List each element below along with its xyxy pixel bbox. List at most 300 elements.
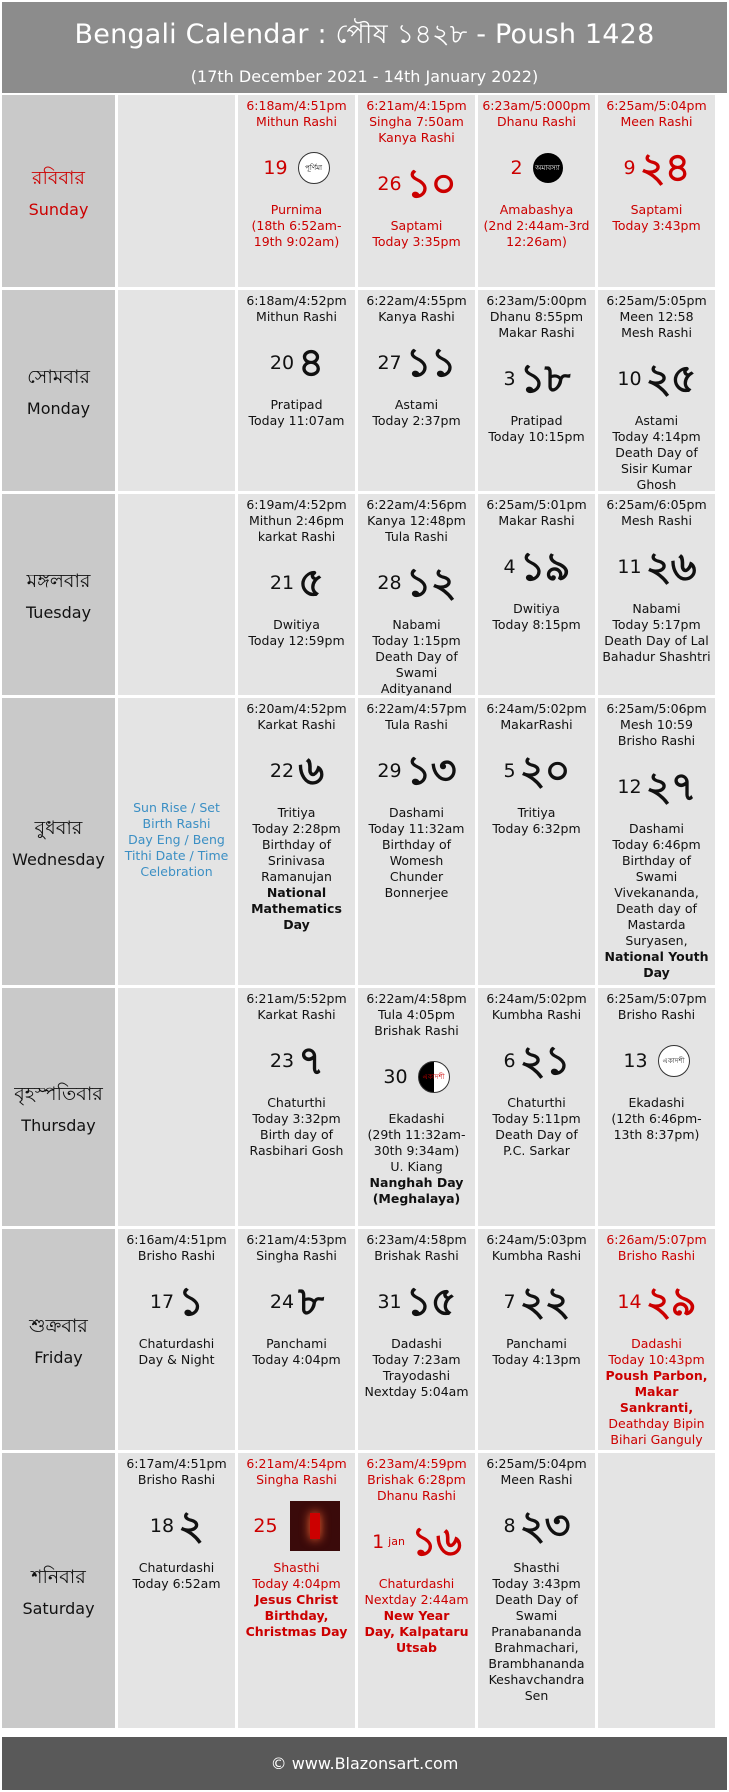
tithi-info bbox=[478, 805, 595, 837]
bengali-date: ১৩ bbox=[405, 748, 456, 794]
info-line: 6:18am/4:51pm bbox=[246, 98, 347, 113]
info-line: (2nd 2:44am-3rd bbox=[483, 218, 590, 233]
info-line: Nabami bbox=[392, 617, 441, 632]
date-cell[interactable] bbox=[478, 494, 595, 695]
info-line: Ghosh bbox=[636, 477, 677, 492]
date-cell[interactable] bbox=[598, 95, 715, 287]
info-line: Death Day of bbox=[495, 1127, 578, 1142]
info-line: Today 12:59pm bbox=[248, 633, 345, 648]
bengali-date: ১১ bbox=[405, 340, 456, 386]
day-name-bengali: রবিবার bbox=[32, 166, 85, 189]
bengali-date: ৭ bbox=[298, 1038, 324, 1084]
moon-phase-icon: পূর্ণিমা bbox=[298, 152, 330, 184]
date-cell[interactable] bbox=[238, 1229, 355, 1450]
date-cell[interactable] bbox=[118, 1453, 235, 1728]
date-cell[interactable] bbox=[598, 290, 715, 491]
date-numbers bbox=[238, 741, 355, 801]
tithi-info bbox=[118, 1560, 235, 1592]
celebration-line: Makar bbox=[634, 1384, 679, 1399]
info-line: Makar Rashi bbox=[498, 513, 575, 528]
day-name-bengali: মঙ্গলবার bbox=[26, 570, 91, 592]
info-line: Dhanu 8:55pm bbox=[489, 309, 584, 324]
info-line: 6:22am/4:56pm bbox=[366, 497, 467, 512]
info-line: Pratipad bbox=[510, 413, 563, 428]
celebration-line: (Meghalaya) bbox=[372, 1191, 461, 1206]
day-name-english: Friday bbox=[34, 1348, 83, 1367]
info-line: Ramanujan bbox=[261, 869, 332, 884]
info-line: Chaturdashi bbox=[378, 1576, 455, 1591]
empty-cell bbox=[118, 290, 235, 491]
info-line: Brishak Rashi bbox=[374, 1023, 459, 1038]
english-date: 14 bbox=[617, 1291, 642, 1313]
date-cell[interactable] bbox=[358, 290, 475, 491]
date-numbers bbox=[478, 537, 595, 597]
info-line: 6:23am/4:58pm bbox=[366, 1232, 467, 1247]
tithi-info bbox=[478, 1336, 595, 1368]
english-date: 30 bbox=[383, 1066, 408, 1088]
bengali-date: ১৯ bbox=[519, 544, 570, 590]
bengali-date: ১২ bbox=[405, 560, 456, 606]
info-line: Tula 4:05pm bbox=[378, 1007, 455, 1022]
legend-line: Sun Rise / Set bbox=[133, 799, 220, 815]
english-date: 6 bbox=[503, 1050, 516, 1072]
date-numbers bbox=[238, 1496, 355, 1556]
english-date: 2 bbox=[510, 157, 523, 179]
sun-rashi-info bbox=[238, 293, 355, 325]
date-cell[interactable] bbox=[598, 494, 715, 695]
celebration-line: Sankranti, bbox=[619, 1400, 694, 1415]
tithi-info bbox=[358, 1111, 475, 1207]
english-date: 22 bbox=[269, 760, 295, 782]
info-line: Saptami bbox=[630, 202, 683, 217]
tithi-info bbox=[238, 617, 355, 649]
info-line: 6:23am/5:00pm bbox=[486, 293, 587, 308]
info-line: Womesh bbox=[389, 853, 444, 868]
info-line: 6:20am/4:52pm bbox=[246, 701, 347, 716]
tithi-info bbox=[358, 1576, 475, 1656]
date-cell[interactable] bbox=[598, 1229, 715, 1450]
day-name-bengali: বৃহস্পতিবার bbox=[14, 1082, 103, 1105]
info-line: Brisho Rashi bbox=[137, 1472, 216, 1487]
tithi-info bbox=[598, 413, 715, 493]
date-numbers bbox=[598, 757, 715, 817]
info-line: Meen Rashi bbox=[500, 1472, 573, 1487]
bengali-date: ১৫ bbox=[405, 1279, 456, 1325]
date-cell[interactable] bbox=[238, 290, 355, 491]
info-line: 6:23am/5:000pm bbox=[482, 98, 591, 113]
info-line: (29th 11:32am- bbox=[367, 1127, 466, 1142]
date-numbers bbox=[238, 333, 355, 393]
info-line: Kanya Rashi bbox=[378, 309, 455, 324]
info-line: Dwitiya bbox=[273, 617, 320, 632]
celebration-line: Mathematics bbox=[251, 901, 342, 916]
info-line: Sen bbox=[524, 1688, 549, 1703]
date-cell[interactable] bbox=[238, 494, 355, 695]
info-line: 6:25am/5:05pm bbox=[606, 293, 707, 308]
date-numbers bbox=[358, 741, 475, 801]
sun-rashi-info bbox=[358, 1456, 475, 1504]
info-line: Kumbha Rashi bbox=[491, 1248, 582, 1263]
date-numbers bbox=[118, 1496, 235, 1556]
info-line: Mastarda bbox=[627, 917, 686, 932]
info-line: 6:22am/4:57pm bbox=[366, 701, 467, 716]
tithi-info bbox=[598, 821, 715, 981]
day-label bbox=[2, 290, 115, 491]
calendar-row bbox=[2, 988, 727, 1226]
sun-rashi-info bbox=[118, 1456, 235, 1488]
date-numbers bbox=[358, 154, 475, 214]
info-line: Tritiya bbox=[277, 805, 316, 820]
info-line: Today 6:52am bbox=[132, 1576, 221, 1591]
date-numbers bbox=[238, 138, 355, 198]
bengali-date: ২১ bbox=[519, 1038, 570, 1084]
tithi-info bbox=[238, 805, 355, 933]
date-cell[interactable] bbox=[238, 1453, 355, 1728]
info-line: Tula Rashi bbox=[385, 529, 448, 544]
day-label bbox=[2, 494, 115, 695]
day-name-english: Tuesday bbox=[25, 603, 92, 622]
date-cell[interactable] bbox=[358, 1229, 475, 1450]
info-line: Ekadashi bbox=[388, 1111, 445, 1126]
sun-rashi-info bbox=[478, 293, 595, 341]
date-numbers bbox=[478, 1496, 595, 1556]
date-cell[interactable] bbox=[478, 1229, 595, 1450]
date-numbers bbox=[478, 1031, 595, 1091]
info-line: Brisho Rashi bbox=[617, 1007, 696, 1022]
info-line: Nextday 5:04am bbox=[364, 1384, 469, 1399]
tithi-info bbox=[238, 397, 355, 429]
bengali-date: ৫ bbox=[298, 560, 324, 606]
tithi-info bbox=[238, 1336, 355, 1368]
english-date: 1 bbox=[372, 1531, 385, 1553]
calendar-row bbox=[2, 494, 727, 695]
info-line: Rasbihari Gosh bbox=[249, 1143, 344, 1158]
day-name-bengali: শুক্রবার bbox=[29, 1315, 88, 1337]
sun-rashi-info bbox=[478, 991, 595, 1023]
english-date: 24 bbox=[269, 1291, 295, 1313]
sun-rashi-info bbox=[238, 497, 355, 545]
legend-info bbox=[118, 800, 235, 880]
info-line: 6:25am/5:01pm bbox=[486, 497, 587, 512]
empty-cell bbox=[118, 494, 235, 695]
info-line: Today 4:04pm bbox=[252, 1352, 341, 1367]
info-line: MakarRashi bbox=[500, 717, 573, 732]
info-line: Mesh Rashi bbox=[621, 325, 692, 340]
date-numbers bbox=[118, 1272, 235, 1332]
date-numbers bbox=[598, 138, 715, 198]
info-line: P.C. Sarkar bbox=[503, 1143, 570, 1158]
info-line: Today 11:07am bbox=[248, 413, 345, 428]
date-cell[interactable] bbox=[478, 95, 595, 287]
info-line: karkat Rashi bbox=[257, 529, 336, 544]
tithi-info bbox=[598, 1095, 715, 1143]
date-numbers bbox=[238, 1272, 355, 1332]
info-line: Today 3:32pm bbox=[252, 1111, 341, 1126]
celebration-line: Jesus Christ bbox=[254, 1592, 339, 1607]
christmas-candle-icon bbox=[290, 1501, 340, 1551]
info-line: 6:17am/4:51pm bbox=[126, 1456, 227, 1471]
info-line: Today 5:17pm bbox=[612, 617, 701, 632]
info-line: Dashami bbox=[388, 805, 445, 820]
english-date: 26 bbox=[377, 173, 402, 195]
info-line: Singha Rashi bbox=[256, 1248, 337, 1263]
info-line: Brambhananda bbox=[488, 1656, 585, 1671]
english-date: 19 bbox=[263, 157, 288, 179]
sun-rashi-info bbox=[358, 701, 475, 733]
tithi-info bbox=[358, 397, 475, 429]
sun-rashi-info bbox=[238, 98, 355, 130]
month-label: jan bbox=[388, 1535, 405, 1548]
info-line: Death Day of bbox=[375, 649, 458, 664]
date-cell[interactable] bbox=[238, 988, 355, 1226]
legend-line: Celebration bbox=[140, 863, 213, 879]
info-line: Makar Rashi bbox=[498, 325, 575, 340]
info-line: Mesh Rashi bbox=[621, 513, 692, 528]
info-line: 30th 9:34am) bbox=[373, 1143, 460, 1158]
info-line: 6:25am/5:07pm bbox=[606, 991, 707, 1006]
date-numbers bbox=[598, 349, 715, 409]
date-cell[interactable] bbox=[358, 494, 475, 695]
moon-phase-icon: অমাবস্যা bbox=[533, 153, 563, 183]
date-cell[interactable] bbox=[358, 1453, 475, 1728]
info-line: Death Day of bbox=[615, 445, 698, 460]
day-name-english: Wednesday bbox=[12, 850, 105, 869]
tithi-info bbox=[598, 202, 715, 234]
info-line: Today 2:37pm bbox=[372, 413, 461, 428]
english-date: 13 bbox=[623, 1050, 648, 1072]
sun-rashi-info bbox=[478, 497, 595, 529]
info-line: 6:24am/5:03pm bbox=[486, 1232, 587, 1247]
info-line: Today 5:11pm bbox=[492, 1111, 581, 1126]
empty-cell bbox=[118, 698, 235, 985]
info-line: Pranabananda bbox=[491, 1624, 582, 1639]
date-cell[interactable] bbox=[478, 988, 595, 1226]
info-line: 6:24am/5:02pm bbox=[486, 701, 587, 716]
info-line: Swami bbox=[515, 1608, 558, 1623]
info-line: Brisho Rashi bbox=[137, 1248, 216, 1263]
info-line: Today 6:32pm bbox=[492, 821, 581, 836]
day-name-english: Monday bbox=[26, 399, 91, 418]
date-cell[interactable] bbox=[478, 1453, 595, 1728]
bengali-date: ৬ bbox=[298, 748, 324, 794]
info-line: Deathday Bipin bbox=[608, 1416, 705, 1431]
moon-phase-icon: একাদশী bbox=[658, 1045, 690, 1077]
info-line: Nabami bbox=[632, 601, 681, 616]
date-cell[interactable] bbox=[118, 1229, 235, 1450]
english-date: 4 bbox=[503, 556, 516, 578]
info-line: 6:21am/4:54pm bbox=[246, 1456, 347, 1471]
info-line: Karkat Rashi bbox=[257, 1007, 336, 1022]
tithi-info bbox=[358, 805, 475, 901]
tithi-info bbox=[478, 413, 595, 445]
bengali-date: ২০ bbox=[519, 748, 570, 794]
bengali-date: ২৭ bbox=[645, 764, 696, 810]
info-line: Singha Rashi bbox=[256, 1472, 337, 1487]
date-cell[interactable] bbox=[598, 988, 715, 1226]
info-line: 6:18am/4:52pm bbox=[246, 293, 347, 308]
sun-rashi-info bbox=[598, 991, 715, 1023]
celebration-line: Birthday, bbox=[264, 1608, 329, 1623]
info-line: Death Day of Lal bbox=[604, 633, 709, 648]
calendar-row bbox=[2, 1229, 727, 1450]
date-numbers bbox=[598, 1031, 715, 1091]
info-line: 13th 8:37pm) bbox=[613, 1127, 700, 1142]
info-line: Brishak Rashi bbox=[374, 1248, 459, 1263]
info-line: Pratipad bbox=[270, 397, 323, 412]
date-cell[interactable] bbox=[478, 290, 595, 491]
info-line: Purnima bbox=[270, 202, 323, 217]
tithi-info bbox=[358, 1336, 475, 1400]
date-cell[interactable] bbox=[358, 988, 475, 1226]
date-cell[interactable] bbox=[358, 95, 475, 287]
info-line: Mithun Rashi bbox=[256, 309, 337, 324]
bengali-date: ১৬ bbox=[410, 1519, 461, 1565]
info-line: Brisho Rashi bbox=[617, 733, 696, 748]
day-label bbox=[2, 1229, 115, 1450]
english-date: 28 bbox=[377, 572, 402, 594]
sun-rashi-info bbox=[598, 293, 715, 341]
tithi-info bbox=[358, 617, 475, 697]
tithi-info bbox=[478, 202, 595, 250]
info-line: Mithun Rashi bbox=[256, 114, 337, 129]
info-line: Dadashi bbox=[391, 1336, 442, 1351]
info-line: Today 4:04pm bbox=[252, 1576, 341, 1591]
celebration-line: National bbox=[266, 885, 327, 900]
bengali-date: ৮ bbox=[298, 1279, 324, 1325]
info-line: Today 2:28pm bbox=[252, 821, 341, 836]
info-line: (12th 6:46pm- bbox=[611, 1111, 702, 1126]
info-line: Today 10:15pm bbox=[488, 429, 585, 444]
info-line: 6:23am/4:59pm bbox=[366, 1456, 467, 1471]
bengali-date: ১০ bbox=[405, 161, 456, 207]
date-cell[interactable] bbox=[358, 698, 475, 985]
celebration-line: Day bbox=[283, 917, 310, 932]
bengali-date: ২৬ bbox=[645, 544, 696, 590]
info-line: Karkat Rashi bbox=[257, 717, 336, 732]
empty-cell bbox=[118, 988, 235, 1226]
info-line: Tritiya bbox=[517, 805, 556, 820]
date-cell[interactable] bbox=[478, 698, 595, 985]
date-numbers bbox=[238, 553, 355, 613]
legend-line: Birth Rashi bbox=[142, 815, 211, 831]
info-line: Tula Rashi bbox=[385, 717, 448, 732]
tithi-info bbox=[478, 1095, 595, 1159]
info-line: Kanya Rashi bbox=[378, 130, 455, 145]
english-date: 17 bbox=[149, 1291, 175, 1313]
sun-rashi-info bbox=[238, 1456, 355, 1488]
info-line: Vivekananda, bbox=[614, 885, 699, 900]
info-line: Today 6:46pm bbox=[612, 837, 701, 852]
english-date: 31 bbox=[377, 1291, 402, 1313]
date-numbers bbox=[478, 741, 595, 801]
info-line: 6:22am/4:58pm bbox=[366, 991, 467, 1006]
tithi-info bbox=[118, 1336, 235, 1368]
english-date: 21 bbox=[269, 572, 295, 594]
footer-copyright[interactable]: © www.Blazonsart.com bbox=[2, 1737, 727, 1790]
info-line: Dhanu Rashi bbox=[376, 1488, 456, 1503]
info-line: Today 3:43pm bbox=[492, 1576, 581, 1591]
info-line: Ekadashi bbox=[628, 1095, 685, 1110]
date-range: (17th December 2021 - 14th January 2022) bbox=[190, 67, 539, 86]
date-cell[interactable] bbox=[238, 95, 355, 287]
page-title: Bengali Calendar : পৌষ ১৪২৮ - Poush 1428 bbox=[74, 19, 655, 50]
info-line: 6:21am/5:52pm bbox=[246, 991, 347, 1006]
info-line: Day & Night bbox=[138, 1352, 215, 1367]
tithi-info bbox=[478, 1560, 595, 1704]
day-name-bengali: বুধবার bbox=[34, 817, 83, 839]
celebration-line: National Youth bbox=[604, 949, 709, 964]
day-label bbox=[2, 1453, 115, 1728]
info-line: 6:25am/5:04pm bbox=[486, 1456, 587, 1471]
info-line: 6:26am/5:07pm bbox=[606, 1232, 707, 1247]
english-date: 8 bbox=[503, 1515, 516, 1537]
celebration-line: Day, Kalpataru bbox=[364, 1624, 469, 1639]
sun-rashi-info bbox=[598, 701, 715, 749]
bengali-date: ২ bbox=[178, 1503, 204, 1549]
info-line: 6:25am/5:06pm bbox=[606, 701, 707, 716]
tithi-info bbox=[238, 202, 355, 250]
info-line: Today 3:43pm bbox=[612, 218, 701, 233]
english-date: 10 bbox=[617, 368, 642, 390]
info-line: 6:21am/4:53pm bbox=[246, 1232, 347, 1247]
day-name-english: Sunday bbox=[28, 199, 89, 219]
date-cell[interactable] bbox=[598, 698, 715, 985]
info-line: Amabashya bbox=[499, 202, 574, 217]
english-date: 5 bbox=[503, 760, 516, 782]
date-cell[interactable] bbox=[238, 698, 355, 985]
tithi-info bbox=[598, 601, 715, 665]
english-date: 7 bbox=[503, 1291, 516, 1313]
date-numbers bbox=[478, 1272, 595, 1332]
celebration-line: Poush Parbon, bbox=[605, 1368, 708, 1383]
info-line: Mesh 10:59 bbox=[620, 717, 693, 732]
info-line: 6:24am/5:02pm bbox=[486, 991, 587, 1006]
tithi-info bbox=[598, 1336, 715, 1448]
sun-rashi-info bbox=[478, 701, 595, 733]
english-date: 29 bbox=[377, 760, 402, 782]
info-line: Birthday of bbox=[621, 853, 692, 868]
legend-line: Day Eng / Beng bbox=[128, 831, 225, 847]
info-line: Chaturdashi bbox=[138, 1560, 215, 1575]
day-name-bengali: সোমবার bbox=[27, 366, 90, 388]
info-line: 19th 9:02am) bbox=[253, 234, 340, 249]
date-numbers bbox=[358, 333, 475, 393]
info-line: Panchami bbox=[266, 1336, 327, 1351]
sun-rashi-info bbox=[358, 1232, 475, 1264]
info-line: Death Day of bbox=[495, 1592, 578, 1607]
tithi-info bbox=[478, 601, 595, 633]
day-label bbox=[2, 698, 115, 985]
bengali-date: ২২ bbox=[519, 1279, 570, 1325]
info-line: Dadashi bbox=[631, 1336, 682, 1351]
info-line: Nextday 2:44am bbox=[364, 1592, 469, 1607]
english-date: 18 bbox=[149, 1515, 175, 1537]
info-line: Birthday of bbox=[261, 837, 332, 852]
info-line: Brahmachari, bbox=[494, 1640, 579, 1655]
bengali-date: ২৩ bbox=[519, 1503, 570, 1549]
info-line: 6:22am/4:55pm bbox=[366, 293, 467, 308]
english-date: 9 bbox=[623, 157, 636, 179]
sun-rashi-info bbox=[478, 1456, 595, 1488]
date-numbers bbox=[238, 1031, 355, 1091]
info-line: Saptami bbox=[390, 218, 443, 233]
english-date: 11 bbox=[617, 556, 642, 578]
info-line: Dwitiya bbox=[513, 601, 560, 616]
info-line: Birthday of bbox=[381, 837, 452, 852]
sun-rashi-info bbox=[358, 293, 475, 325]
bengali-date: ২৪ bbox=[639, 145, 690, 191]
empty-cell bbox=[118, 95, 235, 287]
